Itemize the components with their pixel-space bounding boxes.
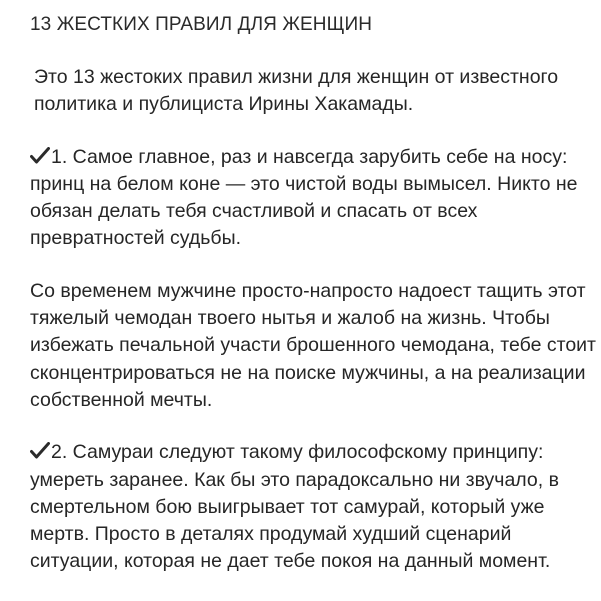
rule-2-text: 2. Самураи следуют такому философскому принципу: умереть заранее. Как бы это парадоксально ни звучало, в смертельном бою выигрывает тот самурай, который уже мертв. Просто в деталях продумай худший сценарий ситуации, которая не дает тебе покоя на данный момент.	[30, 441, 559, 573]
intro-paragraph: Это 13 жестоких правил жизни для женщин от известного политика и публициста Ирины Хакамады.	[34, 66, 559, 116]
rule-1-paragraph	[30, 144, 598, 253]
rule-2-paragraph	[30, 439, 598, 575]
article	[30, 12, 598, 601]
rule-1-text: 1. Самое главное, раз и навсегда зарубить себе на носу: принц на белом коне — это чистой воды вымысел. Никто не обязан делать тебя счастливой и спасать от всех превратностей судьбы.	[30, 145, 578, 250]
rule-1-continuation: Со временем мужчине просто-напросто надоест тащить этот тяжелый чемодан твоего нытья и жалоб на жизнь. Чтобы избежать печальной участи брошенного чемодана, тебе стоит сконцентрироваться не на поиске мужчины, а на реализации собственной мечты.	[30, 279, 596, 411]
check-mark-icon	[30, 147, 50, 164]
article-title: 13 ЖЕСТКИХ ПРАВИЛ ДЛЯ ЖЕНЩИН	[30, 14, 373, 35]
check-mark-icon	[30, 442, 50, 459]
